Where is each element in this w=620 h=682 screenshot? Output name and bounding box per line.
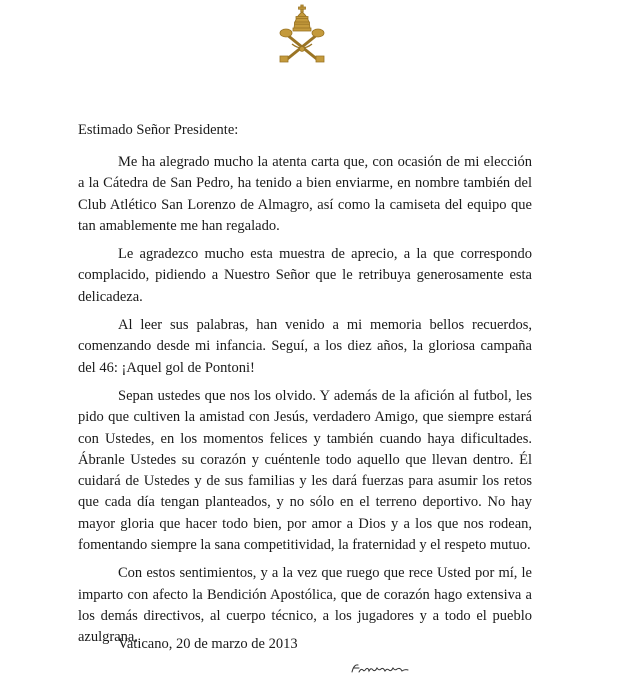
paragraph: Me ha alegrado mucho la atenta carta que, con ocasión de mi elección a la Cátedra de San Pedro, ha tenido a bien enviarme, en nombre también del Club Atlético San Lorenzo de Almagro, así como la camiseta del equipo que tan amablemente me han regalado. xyxy=(78,154,532,234)
paragraph: Con estos sentimientos, y a la vez que ruego que rece Usted por mí, le imparto con afecto la Bendición Apostólica, que de corazón hago extensiva a los demás directivos, al cuerpo técnico, a los jugadores y a todo el pueblo azulgrana. xyxy=(78,565,532,646)
paragraph: Al leer sus palabras, han venido a mi memoria bellos recuerdos, comenzando desde mi infancia. Seguí, a los diez años, la gloriosa campaña del 46: ¡Aquel gol de Pontoni! xyxy=(78,317,532,376)
letter-body xyxy=(78,152,532,656)
papal-coat-of-arms-icon xyxy=(272,4,332,66)
handwritten-signature xyxy=(350,662,412,676)
closing-date: Vaticano, 20 de marzo de 2013 xyxy=(118,636,298,652)
salutation: Estimado Señor Presidente: xyxy=(78,122,239,138)
paragraph: Le agradezco mucho esta muestra de aprecio, a la que correspondo complacido, pidiendo a Nuestro Señor que le retribuya generosamente esta delicadeza. xyxy=(78,246,532,305)
paragraph: Sepan ustedes que nos los olvido. Y además de la afición al futbol, les pido que cultiven la amistad con Jesús, verdadero Amigo, que siempre estará con Ustedes, en los momentos felices y también cuando haya dificultades. Ábranle Ustedes su corazón y cuéntenle todo aquello que llevan dentro. Él cuidará de Ustedes y de sus familias y les dará fuerzas para asumir los retos que cada día tengan planteados, y no sólo en el terreno deportivo. No hay mayor gloria que hacer todo bien, por amor a Dios y a los que nos rodean, fomentando siempre la sana competitividad, la fraternidad y el respeto mutuo. xyxy=(78,387,532,554)
